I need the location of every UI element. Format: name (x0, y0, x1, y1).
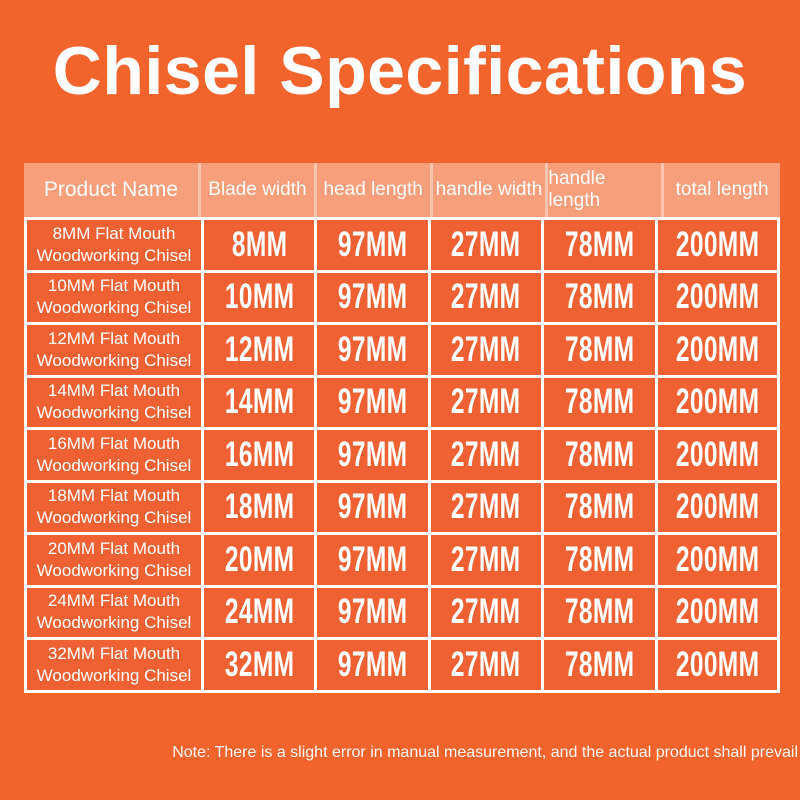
handle-length-cell (544, 378, 654, 428)
head-length-cell (317, 535, 427, 585)
head-length-cell (317, 325, 427, 375)
head-length-value: 97MM (337, 382, 408, 422)
handle-length-cell (544, 483, 654, 533)
blade-width-value: 16MM (224, 434, 294, 474)
blade-width-cell (204, 640, 314, 690)
handle-length-value: 78MM (564, 487, 635, 527)
handle-length-value: 78MM (564, 224, 635, 264)
handle-length-cell (544, 430, 654, 480)
product-name-line2: Woodworking Chisel (36, 508, 192, 528)
product-name-cell (27, 378, 201, 428)
product-name-cell (27, 640, 201, 690)
handle-width-value: 27MM (451, 644, 521, 684)
total-length-value: 200MM (675, 382, 760, 422)
head-length-cell (317, 220, 427, 270)
handle-length-value: 78MM (564, 539, 635, 579)
product-name-line1: 32MM Flat Mouth (47, 643, 181, 663)
head-length-value: 97MM (337, 277, 408, 317)
handle-width-cell (431, 640, 541, 690)
handle-length-cell (544, 325, 654, 375)
product-name-line2: Woodworking Chisel (36, 298, 192, 318)
product-name-line1: 8MM Flat Mouth (52, 223, 176, 243)
handle-width-cell (431, 378, 541, 428)
handle-length-cell (544, 640, 654, 690)
product-name-line1: 24MM Flat Mouth (47, 591, 181, 611)
total-length-cell (658, 430, 777, 480)
product-name-cell (27, 220, 201, 270)
blade-width-value: 10MM (224, 277, 294, 317)
head-length-cell (317, 483, 427, 533)
head-length-value: 97MM (337, 224, 408, 264)
handle-length-value: 78MM (564, 382, 635, 422)
total-length-cell (658, 535, 777, 585)
handle-width-value: 27MM (451, 382, 521, 422)
total-length-cell (658, 640, 777, 690)
total-length-cell (658, 273, 777, 323)
handle-length-value: 78MM (564, 644, 635, 684)
product-name-line2: Woodworking Chisel (36, 613, 192, 633)
total-length-value: 200MM (675, 277, 760, 317)
blade-width-value: 20MM (224, 539, 294, 579)
handle-width-value: 27MM (451, 224, 521, 264)
total-length-cell (658, 483, 777, 533)
total-length-value: 200MM (675, 224, 760, 264)
measurement-note: Note: There is a slight error in manual measurement, and the actual product shall prevail (172, 744, 798, 761)
total-length-value: 200MM (675, 487, 760, 527)
page-title: Chisel Specifications (52, 33, 748, 109)
blade-width-value: 12MM (224, 329, 294, 369)
product-name-line1: 20MM Flat Mouth (47, 538, 181, 558)
spec-table (24, 163, 780, 693)
total-length-value: 200MM (675, 644, 760, 684)
product-name-line2: Woodworking Chisel (36, 560, 192, 580)
handle-width-value: 27MM (451, 539, 521, 579)
handle-length-cell (544, 535, 654, 585)
blade-width-value: 14MM (224, 382, 294, 422)
blade-width-cell (204, 378, 314, 428)
handle-width-cell (431, 483, 541, 533)
column-header-total-length: total length (675, 179, 769, 200)
product-name-line2: Woodworking Chisel (36, 665, 192, 685)
product-name-line1: 12MM Flat Mouth (47, 328, 181, 348)
column-header-handle-length: handle length (548, 163, 664, 217)
handle-length-value: 78MM (564, 592, 635, 632)
handle-width-value: 27MM (451, 487, 521, 527)
blade-width-cell (204, 325, 314, 375)
column-header-product-name: Product Name (24, 163, 201, 217)
handle-length-value: 78MM (564, 277, 635, 317)
product-name-line1: 16MM Flat Mouth (47, 433, 181, 453)
blade-width-cell (204, 588, 314, 638)
total-length-cell (658, 220, 777, 270)
head-length-cell (317, 640, 427, 690)
product-name-cell (27, 273, 201, 323)
handle-width-cell (431, 588, 541, 638)
product-name-cell (27, 325, 201, 375)
handle-width-value: 27MM (451, 329, 521, 369)
product-name-line1: 18MM Flat Mouth (47, 486, 181, 506)
total-length-value: 200MM (675, 592, 760, 632)
blade-width-cell (204, 535, 314, 585)
handle-width-cell (431, 273, 541, 323)
column-header-head-length: head length (317, 163, 433, 217)
total-length-value: 200MM (675, 539, 760, 579)
table-body (24, 217, 780, 693)
blade-width-cell (204, 483, 314, 533)
product-name-line2: Woodworking Chisel (36, 350, 192, 370)
product-name-line2: Woodworking Chisel (36, 403, 192, 423)
product-name-cell (27, 535, 201, 585)
head-length-value: 97MM (337, 644, 408, 684)
handle-width-cell (431, 430, 541, 480)
head-length-value: 97MM (337, 487, 408, 527)
blade-width-value: 8MM (231, 224, 287, 264)
product-name-cell (27, 483, 201, 533)
blade-width-cell (204, 430, 314, 480)
total-length-cell (658, 588, 777, 638)
handle-length-cell (544, 273, 654, 323)
handle-length-cell (544, 588, 654, 638)
column-header-blade-width: Blade width (201, 163, 317, 217)
handle-width-value: 27MM (451, 592, 521, 632)
product-name-line2: Woodworking Chisel (36, 455, 192, 475)
column-header-handle-width: handle width (433, 163, 549, 217)
product-name-line1: 14MM Flat Mouth (47, 381, 181, 401)
head-length-value: 97MM (337, 539, 408, 579)
handle-width-cell (431, 220, 541, 270)
blade-width-value: 18MM (224, 487, 294, 527)
total-length-cell (658, 325, 777, 375)
blade-width-value: 32MM (224, 644, 294, 684)
handle-length-value: 78MM (564, 329, 635, 369)
total-length-cell (658, 378, 777, 428)
head-length-value: 97MM (337, 434, 408, 474)
total-length-value: 200MM (675, 434, 760, 474)
blade-width-cell (204, 273, 314, 323)
head-length-cell (317, 588, 427, 638)
handle-length-value: 78MM (564, 434, 635, 474)
product-name-line1: 10MM Flat Mouth (47, 276, 181, 296)
handle-width-value: 27MM (451, 277, 521, 317)
blade-width-cell (204, 220, 314, 270)
handle-length-cell (544, 220, 654, 270)
handle-width-cell (431, 325, 541, 375)
head-length-value: 97MM (337, 592, 408, 632)
head-length-value: 97MM (337, 329, 408, 369)
handle-width-cell (431, 535, 541, 585)
head-length-cell (317, 378, 427, 428)
handle-width-value: 27MM (451, 434, 521, 474)
total-length-value: 200MM (675, 329, 760, 369)
product-name-line2: Woodworking Chisel (36, 245, 192, 265)
product-name-cell (27, 430, 201, 480)
product-name-cell (27, 588, 201, 638)
head-length-cell (317, 273, 427, 323)
head-length-cell (317, 430, 427, 480)
blade-width-value: 24MM (224, 592, 294, 632)
table-header-row (24, 163, 780, 217)
